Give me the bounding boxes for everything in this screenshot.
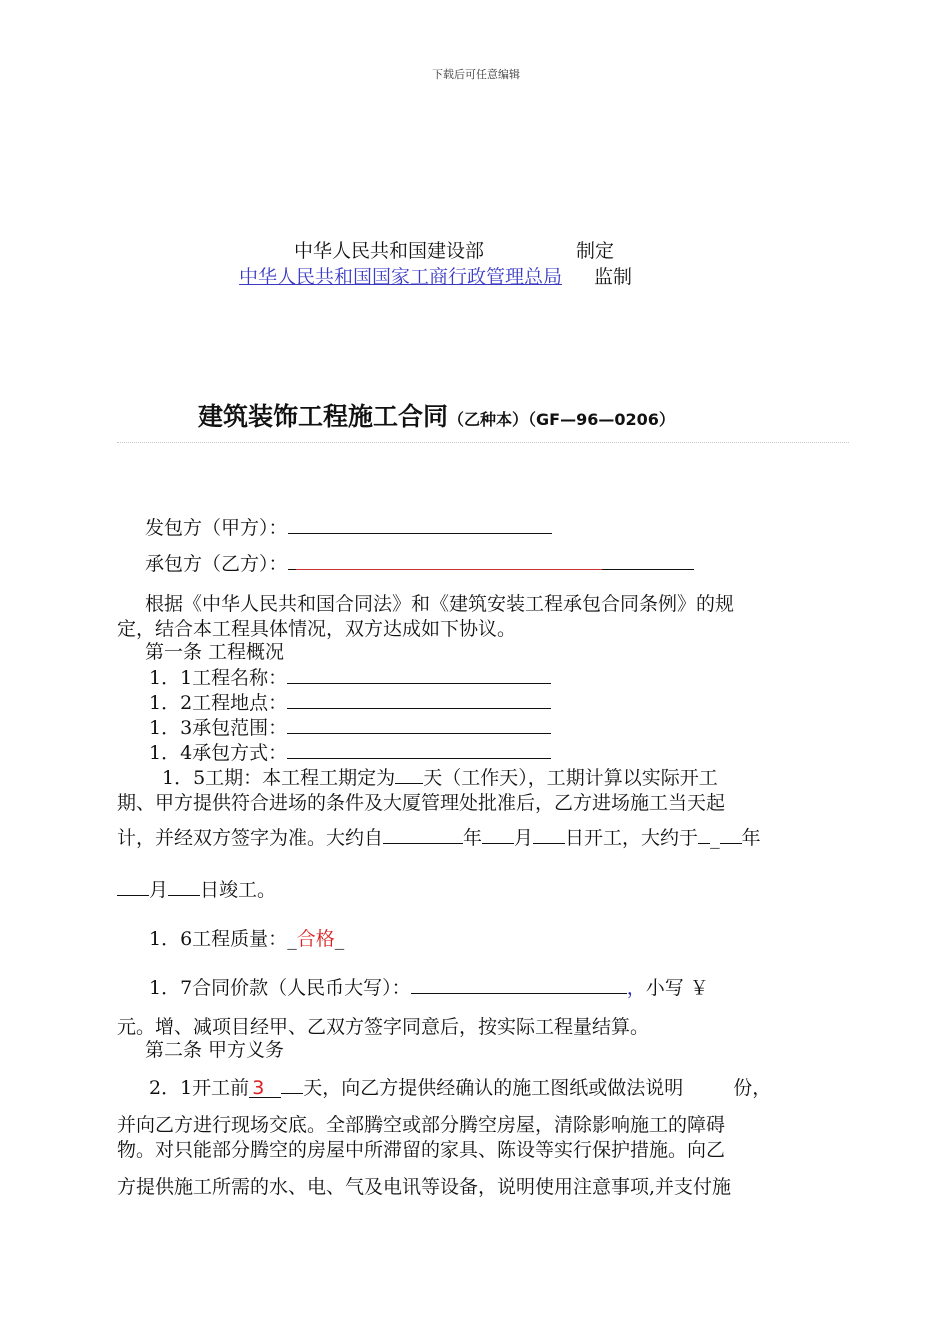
item-1-1-label: 1．1工程名称： bbox=[149, 667, 288, 689]
item-2-1-text: 天，向乙方提供经确认的施工图纸或做法说明 bbox=[303, 1077, 684, 1099]
party-a-row bbox=[145, 513, 552, 540]
item-1-1-row bbox=[149, 663, 551, 690]
end-year-blank-1[interactable] bbox=[698, 823, 710, 844]
party-b-blank-start[interactable] bbox=[288, 549, 296, 570]
issuer-saic-link[interactable]: 中华人民共和国国家工商行政管理总局 bbox=[239, 266, 563, 288]
quality-value[interactable]: 合格 bbox=[296, 928, 335, 950]
start-day-text: 日开工，大约于 bbox=[565, 827, 699, 849]
title-main: 建筑装饰工程施工合同 bbox=[198, 402, 449, 431]
quality-underscore-2: _ bbox=[334, 928, 345, 950]
price-words-blank-2[interactable] bbox=[451, 973, 581, 994]
item-2-1-line-1 bbox=[149, 1073, 771, 1100]
party-b-label: 承包方（乙方）： bbox=[145, 553, 288, 575]
price-comma: ， bbox=[626, 977, 646, 999]
start-month-blank[interactable] bbox=[482, 823, 514, 844]
item-1-4-label: 1．4承包方式： bbox=[149, 742, 288, 764]
project-location-blank[interactable] bbox=[287, 688, 551, 709]
end-month-label: 月 bbox=[149, 879, 169, 901]
quality-underscore-1: _ bbox=[287, 928, 297, 950]
party-a-label: 发包方（甲方）： bbox=[145, 517, 288, 539]
start-day-blank[interactable] bbox=[533, 823, 565, 844]
item-1-7-label: 1．7合同价款（人民币大写）： bbox=[149, 977, 411, 999]
end-year-blank-2[interactable] bbox=[720, 823, 742, 844]
item-1-2-label: 1．2工程地点： bbox=[149, 692, 288, 714]
days-before-start-number: 3 bbox=[252, 1077, 265, 1099]
item-1-7-row bbox=[149, 973, 709, 1000]
item-2-1-line-3: 物。对只能部分腾空的房屋中所滞留的家具、陈设等实行保护措施。向乙 bbox=[117, 1139, 726, 1161]
item-1-5-text: 天（工作天），工期计算以实际开工 bbox=[423, 767, 718, 789]
days-before-start-blank[interactable] bbox=[281, 1073, 303, 1094]
title-divider bbox=[117, 442, 849, 443]
item-2-1-line-4: 方提供施工所需的水、电、气及电讯等设备，说明使用注意事项,并支付施 bbox=[117, 1176, 732, 1198]
contract-scope-blank[interactable] bbox=[287, 713, 551, 734]
article-2-heading: 第二条 甲方义务 bbox=[145, 1039, 285, 1061]
duration-days-blank[interactable] bbox=[395, 763, 423, 784]
item-1-3-row bbox=[149, 713, 551, 740]
item-1-5-line-3 bbox=[117, 823, 761, 850]
item-1-2-row bbox=[149, 688, 551, 715]
month-label: 月 bbox=[514, 827, 534, 849]
price-figures-label: 小写 ￥ bbox=[645, 977, 709, 999]
issuer-role-formulate: 制定 bbox=[576, 240, 615, 262]
end-month-blank[interactable] bbox=[117, 875, 149, 896]
party-b-blank-end[interactable] bbox=[602, 549, 694, 570]
title-code: （GF—96—0206） bbox=[528, 410, 675, 429]
price-words-blank-1[interactable] bbox=[411, 973, 451, 994]
issuer-line-2 bbox=[239, 262, 632, 289]
start-year-blank[interactable] bbox=[383, 823, 463, 844]
party-b-row bbox=[145, 549, 694, 576]
item-2-1-label: 2．1开工前 bbox=[149, 1077, 250, 1099]
copies-label: 份， bbox=[733, 1077, 772, 1099]
contract-title bbox=[198, 397, 675, 433]
item-1-6-row bbox=[149, 924, 344, 951]
year-label: 年 bbox=[463, 827, 483, 849]
item-1-5-line-4 bbox=[117, 875, 276, 902]
issuer-line-1 bbox=[294, 236, 614, 263]
title-edition: （乙种本） bbox=[448, 410, 529, 429]
item-1-6-label: 1．6工程质量： bbox=[149, 928, 288, 950]
header-note: 下载后可任意编辑 bbox=[432, 68, 520, 81]
item-1-5-label: 1．5工期：本工程工期定为 bbox=[162, 767, 396, 789]
project-name-blank[interactable] bbox=[287, 663, 551, 684]
end-day-blank[interactable] bbox=[168, 875, 200, 896]
issuer-role-supervise: 监制 bbox=[594, 266, 633, 288]
item-2-1-line-2: 并向乙方进行现场交底。全部腾空或部分腾空房屋，清除影响施工的障碍 bbox=[117, 1114, 726, 1136]
party-b-blank-red[interactable] bbox=[296, 549, 602, 570]
preamble-line-1: 根据《中华人民共和国合同法》和《建筑安装工程承包合同条例》的规 bbox=[145, 593, 735, 615]
item-1-7-line-2: 元。增、减项目经甲、乙双方签字同意后，按实际工程量结算。 bbox=[117, 1016, 650, 1038]
item-1-5-line-2: 期、甲方提供符合进场的条件及大厦管理处批准后，乙方进场施工当天起 bbox=[117, 792, 726, 814]
issuer-ministry: 中华人民共和国建设部 bbox=[294, 240, 485, 262]
end-year-underscore: _ bbox=[710, 827, 720, 849]
item-1-5-start-text: 计，并经双方签字为准。大约自 bbox=[117, 827, 384, 849]
end-day-text: 日竣工。 bbox=[200, 879, 277, 901]
end-year-label: 年 bbox=[741, 827, 761, 849]
days-before-start-value[interactable] bbox=[249, 1077, 281, 1098]
preamble-line-2: 定，结合本工程具体情况，双方达成如下协议。 bbox=[117, 618, 517, 640]
price-words-blank-3[interactable] bbox=[581, 973, 627, 994]
contract-method-blank[interactable] bbox=[287, 738, 551, 759]
party-a-blank[interactable] bbox=[288, 513, 552, 534]
item-1-5-line-1 bbox=[162, 763, 718, 790]
item-1-4-row bbox=[149, 738, 551, 765]
item-1-3-label: 1．3承包范围： bbox=[149, 717, 288, 739]
article-1-heading: 第一条 工程概况 bbox=[145, 641, 285, 663]
